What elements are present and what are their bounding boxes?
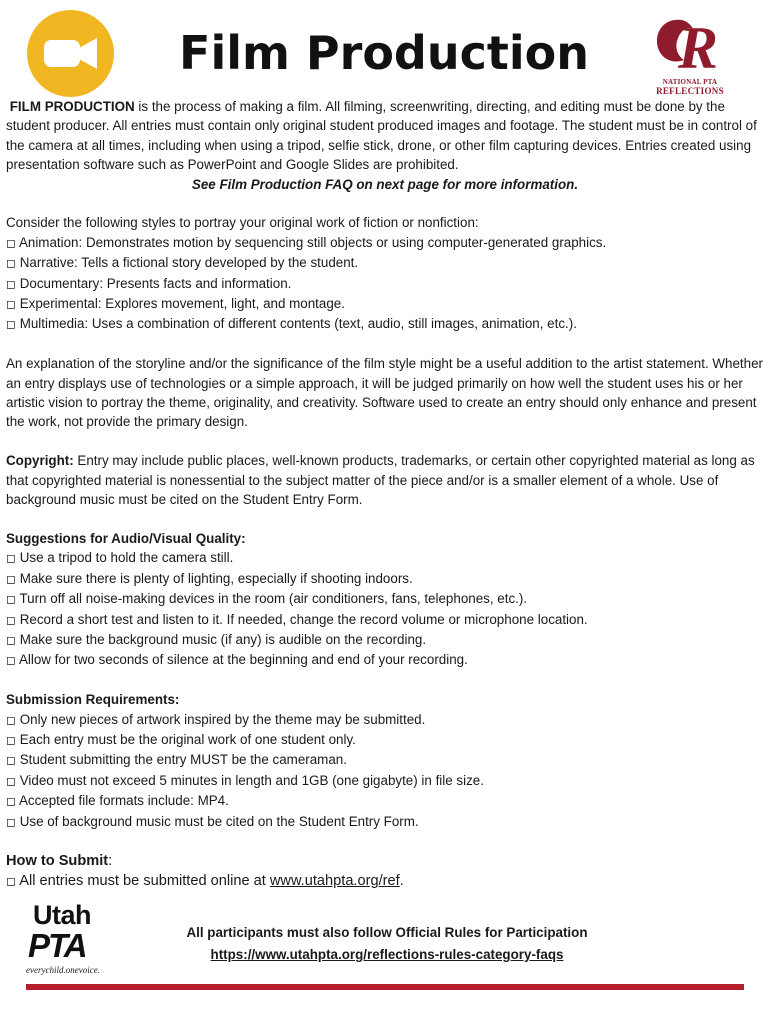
suggestion-item: ◻ Turn off all noise-making devices in the room (air conditioners, fans, telephones, etc.). — [6, 591, 528, 607]
requirements-heading: Submission Requirements: — [6, 692, 180, 708]
suggestion-item: ◻ Allow for two seconds of silence at the beginning and end of your recording. — [6, 652, 468, 668]
requirement-item: ◻ Accepted file formats include: MP4. — [6, 793, 229, 809]
suggestion-item: ◻ Record a short test and listen to it. If needed, change the record volume or microphone location. — [6, 611, 588, 627]
suggestion-item: ◻ Use a tripod to hold the camera still. — [6, 550, 234, 566]
checkbox-icon: ◻ — [6, 235, 16, 250]
pta-logo-word: PTA — [28, 927, 86, 964]
styles-intro: Consider the following styles to portray your original work of fiction or nonfiction: — [6, 215, 479, 231]
checkbox-icon: ◻ — [6, 712, 16, 727]
faq-note: See Film Production FAQ on next page for more information. — [191, 176, 579, 192]
requirement-item: ◻ Video must not exceed 5 minutes in length and 1GB (one gigabyte) in file size. — [6, 772, 484, 788]
checkbox-icon: ◻ — [6, 632, 16, 647]
footer-note: All participants must also follow Official Rules for Participation — [186, 925, 588, 940]
rules-faq-link[interactable]: https://www.utahpta.org/reflections-rules-category-faqs — [210, 947, 564, 962]
checkbox-icon: ◻ — [6, 297, 16, 312]
intro-text: is the process of making a film. All filming, screenwriting, directing, and editing must be done by the student producer. All entries must contain only original student produced images and footage. The student must be in control of the camera at all times, including when using a tripod, selfie stick, drone, or other film capturing devices. Entries created using presentation software such as PowerPoint and Google Slides are prohibited. — [6, 99, 757, 173]
checkbox-icon: ◻ — [6, 256, 16, 271]
requirement-item: ◻ Each entry must be the original work of one student only. — [6, 731, 356, 747]
style-item: ◻ Documentary: Presents facts and information. — [6, 275, 292, 291]
checkbox-icon: ◻ — [6, 592, 16, 607]
how-to-submit-item: ◻ All entries must be submitted online at www.utahpta.org/ref. — [6, 873, 404, 890]
checkbox-icon: ◻ — [6, 773, 16, 788]
checkbox-icon: ◻ — [6, 571, 16, 586]
checkbox-icon: ◻ — [6, 794, 16, 809]
checkbox-icon: ◻ — [6, 653, 16, 668]
requirement-item: ◻ Use of background music must be cited on the Student Entry Form. — [6, 813, 419, 829]
checkbox-icon: ◻ — [6, 732, 16, 747]
suggestion-item: ◻ Make sure the background music (if any) is audible on the recording. — [6, 631, 427, 647]
checkbox-icon: ◻ — [6, 753, 16, 768]
utahpta-ref-link[interactable]: www.utahpta.org/ref — [269, 873, 400, 890]
logo-text-national-pta: NATIONAL PTA — [662, 78, 718, 86]
style-item: ◻ Animation: Demonstrates motion by sequencing still objects or using computer-generated graphics. — [6, 234, 607, 250]
explanation-paragraph: An explanation of the storyline and/or the significance of the film style might be a useful addition to the artist statement. Whether an entry displays use of technologies or a simple approach, it will be judged primarily on how well the student uses his or her artistic vision to portray the theme, originality, and creativity. Software used to create an entry should only enhance and present the work, not provide the primary design. — [6, 356, 763, 430]
copyright-label: Copyright: — [6, 453, 74, 469]
requirement-item: ◻ Student submitting the entry MUST be the cameraman. — [6, 752, 347, 768]
utah-logo-word: Utah — [33, 900, 91, 930]
checkbox-icon: ◻ — [6, 551, 16, 566]
style-item: ◻ Experimental: Explores movement, light, and montage. — [6, 296, 345, 312]
style-item: ◻ Multimedia: Uses a combination of different contents (text, audio, still images, animation, etc.). — [6, 316, 577, 332]
utah-pta-logo — [26, 900, 116, 978]
requirement-item: ◻ Only new pieces of artwork inspired by the theme may be submitted. — [6, 711, 426, 727]
national-pta-reflections-logo — [644, 10, 736, 98]
page-title: Film Production — [179, 26, 589, 80]
document-body — [6, 97, 764, 891]
intro-paragraph — [6, 97, 764, 175]
checkbox-icon: ◻ — [6, 612, 16, 627]
how-to-submit-heading: How to Submit: — [6, 853, 113, 870]
logo-text-reflections: REFLECTIONS — [656, 86, 724, 96]
copyright-paragraph: Copyright: Entry may include public places, well-known products, trademarks, or certain other copyrighted material as long as that copyrighted material is nonessential to the subject matter of the piece and/or is a smaller element of a whole. Use of background music must be cited on the Student Entry Form. — [6, 453, 755, 508]
checkbox-icon: ◻ — [6, 276, 16, 291]
reflections-r-icon — [644, 10, 736, 80]
checkbox-icon: ◻ — [6, 814, 16, 829]
logo-tagline: everychild.onevoice. — [26, 965, 100, 975]
svg-text:R: R — [677, 15, 719, 80]
suggestions-heading: Suggestions for Audio/Visual Quality: — [6, 530, 246, 546]
footer-divider-bar — [26, 984, 744, 990]
style-item: ◻ Narrative: Tells a fictional story developed by the student. — [6, 255, 359, 271]
intro-lead: FILM PRODUCTION — [9, 99, 135, 114]
checkbox-icon: ◻ — [6, 874, 16, 889]
suggestion-item: ◻ Make sure there is plenty of lighting, especially if shooting indoors. — [6, 570, 413, 586]
checkbox-icon: ◻ — [6, 317, 16, 332]
